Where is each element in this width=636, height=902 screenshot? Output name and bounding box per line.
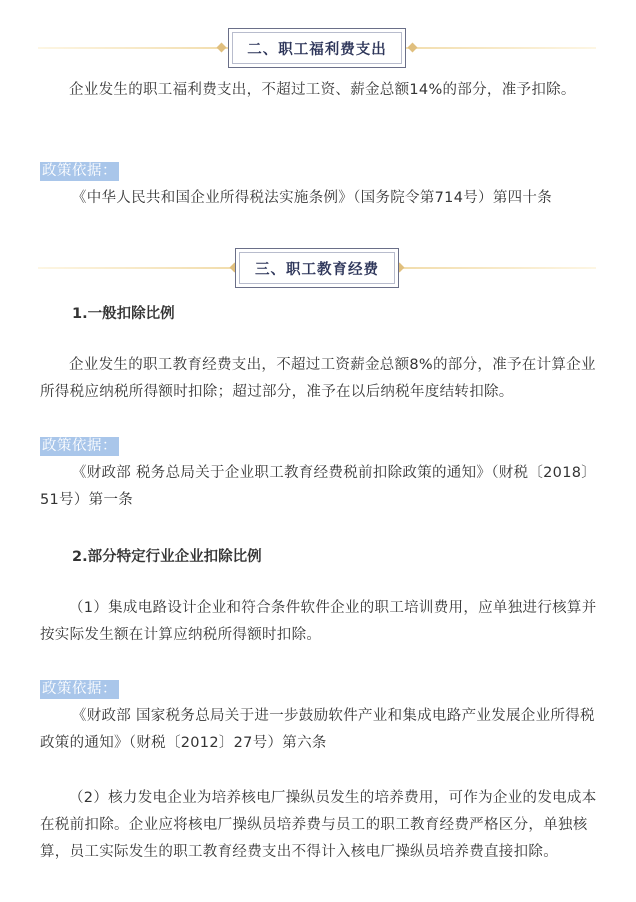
policy-basis-text: 《财政部 国家税务总局关于进一步鼓励软件产业和集成电路产业发展企业所得税政策的通知》（财税〔2012〕27号）第六条 — [40, 708, 595, 751]
welfare-body: 企业发生的职工福利费支出，不超过工资、薪金总额14%的部分，准予扣除。 — [69, 82, 576, 98]
item-body: （1）集成电路设计企业和符合条件软件企业的职工培训费用，应单独进行核算并按实际发生额在计算应纳税所得额时扣除。 — [40, 600, 597, 643]
section-header-education — [38, 248, 596, 288]
policy-basis-label: 政策依据： — [42, 163, 117, 179]
section-title-box — [228, 28, 406, 68]
subsection-title: 2.部分特定行业企业扣除比例 — [72, 549, 262, 565]
policy-basis-label: 政策依据： — [42, 681, 117, 697]
item-body: （2）核力发电企业为培养核电厂操纵员发生的培养费用，可作为企业的发电成本在税前扣除。企业应将核电厂操纵员培养费与员工的职工教育经费严格区分，单独核算，员工实际发生的职工教育经费支出不得计入核电厂操纵员培养费直接扣除。 — [40, 790, 597, 860]
education-body: 企业发生的职工教育经费支出，不超过工资薪金总额8%的部分，准予在计算企业所得税应纳税所得额时扣除；超过部分，准予在以后纳税年度结转扣除。 — [40, 357, 596, 400]
section-title: 三、职工教育经费 — [255, 261, 379, 278]
section-header-welfare — [38, 28, 596, 68]
subsection-title: 1.一般扣除比例 — [72, 306, 175, 322]
policy-basis-text: 《中华人民共和国企业所得税法实施条例》（国务院令第714号）第四十条 — [71, 190, 553, 206]
policy-basis-label: 政策依据： — [42, 438, 117, 454]
diamond-ornament — [217, 43, 227, 53]
section-title-box — [235, 248, 399, 288]
section-title: 二、职工福利费支出 — [247, 41, 387, 58]
diamond-ornament — [408, 43, 418, 53]
policy-basis-text: 《财政部 税务总局关于企业职工教育经费税前扣除政策的通知》（财税〔2018〕51号）第一条 — [40, 465, 597, 508]
